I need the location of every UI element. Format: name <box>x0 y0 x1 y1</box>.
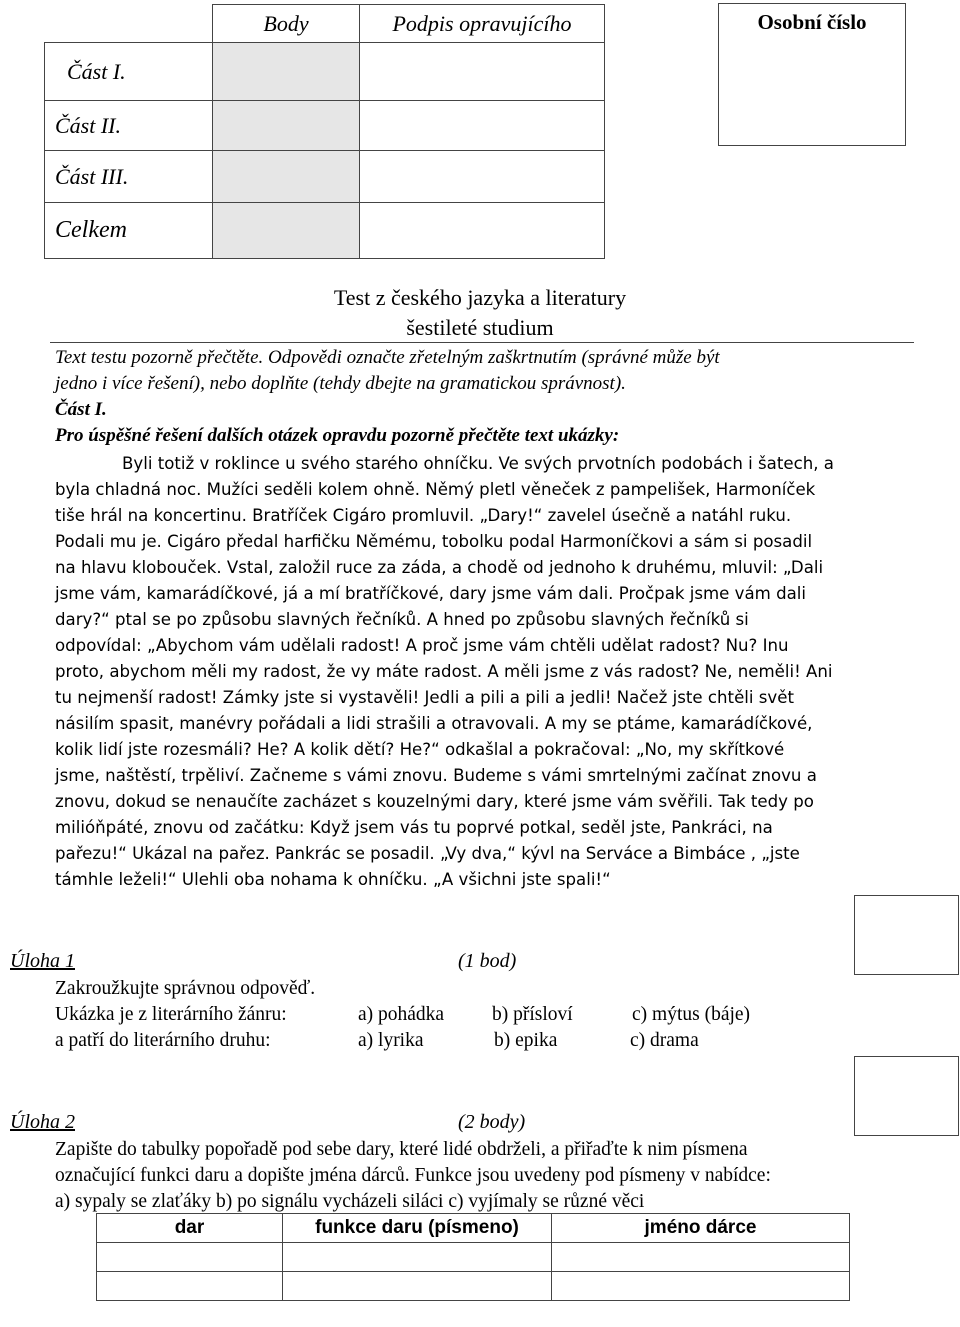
page-subtitle: šestileté studium <box>406 315 554 340</box>
score-row-label: Část I. <box>45 43 213 101</box>
gifts-cell[interactable] <box>283 1272 552 1301</box>
task1-q2-option-a[interactable]: a) lyrika <box>358 1030 424 1051</box>
page-title: Test z českého jazyka a literatury <box>333 285 627 310</box>
extract-line: jsme vám, kamarádíčkové, já a mí bratříčkové, dary jsme vám dali. Pročpak jsme vám dali <box>55 584 807 603</box>
extract-line: tiše hrál na koncertinu. Bratříček Cigáro promluvil. „Dary!“ zavelel úsečně a natáhl ruku. <box>55 506 792 525</box>
gifts-cell[interactable] <box>283 1243 552 1272</box>
extract-line: pařezu!“ Ukázal na pařez. Pankrác se posadil. „Vy dva,“ kývl na Serváce a Bimbáce , „jste <box>55 844 800 863</box>
score-table <box>44 4 605 259</box>
score-cell-signature[interactable] <box>360 43 605 101</box>
task2-text-line: a) sypaly se zlaťáky b) po signálu vycházeli siláci c) vyjímaly se různé věci <box>55 1191 645 1212</box>
extract-line: na hlavu klobouček. Vstal, založil ruce za záda, a chodě od jednoho k druhému, mluvil: „Dali <box>55 558 824 577</box>
gifts-col-gift: dar <box>97 1214 283 1243</box>
score-row-label: Část III. <box>45 151 213 203</box>
gifts-cell[interactable] <box>97 1243 283 1272</box>
task1-q1-option-a[interactable]: a) pohádka <box>358 1004 445 1025</box>
extract-prompt: Pro úspěšné řešení dalších otázek opravdu pozorně přečtěte text ukázky: <box>55 425 620 446</box>
task2-title: Úloha 2 <box>10 1111 75 1133</box>
task1-title: Úloha 1 <box>10 950 75 972</box>
instruction-line: Text testu pozorně přečtěte. Odpovědi označte zřetelným zaškrtnutím (správné může být <box>55 347 720 368</box>
task1-q2-label: a patří do literárního druhu: <box>55 1030 271 1051</box>
gifts-cell[interactable] <box>552 1272 850 1301</box>
gifts-cell[interactable] <box>552 1243 850 1272</box>
extract-line: milióňpáté, znovu od začátku: Když jsem vás tu poprvé potkal, seděl jste, Pankráci, na <box>55 818 773 837</box>
extract-line: jsme, naštěstí, trpěliví. Začneme s vámi znovu. Budeme s vámi smrtelnými začínat znovu a <box>55 766 817 785</box>
gifts-table <box>96 1213 850 1301</box>
extract-line: znovu, dokud se nenaučíte zacházet s kouzelnými dary, které jsme vám svěřili. Tak tedy po <box>55 792 814 811</box>
extract-line: proto, abychom měli my radost, že vy máte radost. A měli jsme z vás radost? Ne, neměli! Ani <box>55 662 833 681</box>
score-cell-body[interactable] <box>213 151 360 203</box>
score-cell-body[interactable] <box>213 101 360 151</box>
extract-line: odpovídal: „Abychom vám udělali radost! A proč jsme vám chtěli udělat radost? Nu? Inu <box>55 636 789 655</box>
gifts-col-function: funkce daru (písmeno) <box>283 1214 552 1243</box>
task1-points: (1 bod) <box>458 950 517 972</box>
task1-q1-option-c[interactable]: c) mýtus (báje) <box>632 1004 751 1025</box>
extract-line: tu nejmenší radost! Zámky jste si vystavěli! Jedli a pili a pili a jedli! Načež jste chtěli svět <box>55 688 794 707</box>
score-cell-signature[interactable] <box>360 151 605 203</box>
gifts-col-donor: jméno dárce <box>552 1214 850 1243</box>
divider <box>50 342 914 343</box>
task2-text-line: označující funkci daru a dopište jména dárců. Funkce jsou uvedeny pod písmeny v nabídce: <box>55 1165 771 1186</box>
task2-score-box[interactable] <box>854 1056 959 1136</box>
score-col-signature: Podpis opravujícího <box>360 5 605 43</box>
extract-line: kolik lidí jste rozesmáli? He? A kolik dětí? He?“ odkašlal a pokračoval: „No, my skřítkové <box>55 740 785 759</box>
task1-q2-option-c[interactable]: c) drama <box>630 1030 699 1051</box>
task2-points: (2 body) <box>458 1111 526 1133</box>
personal-number-label: Osobní číslo <box>757 10 867 34</box>
task1-q1-option-b[interactable]: b) přísloví <box>492 1004 573 1025</box>
score-row-label: Celkem <box>45 203 213 259</box>
personal-number-box[interactable] <box>718 3 906 146</box>
extract-line: Byli totiž v roklince u svého starého ohníčku. Ve svých prvotních podobách i šatech, a <box>122 454 834 473</box>
gifts-cell[interactable] <box>97 1272 283 1301</box>
extract-line: dary?“ ptal se po způsobu slavných řečníků. A hned po způsobu slavných řečníků si <box>55 610 749 629</box>
task1-instruction: Zakroužkujte správnou odpověď. <box>55 978 316 999</box>
instruction-line: jedno i více řešení), nebo doplňte (tehdy dbejte na gramatickou správnost). <box>55 373 626 394</box>
score-cell-body[interactable] <box>213 43 360 101</box>
task1-q1-label: Ukázka je z literárního žánru: <box>55 1004 287 1025</box>
extract-line: násilím spasit, manévry pořádali a lidi strašili a otravovali. A my se ptáme, kamarádíčkové, <box>55 714 813 733</box>
score-cell-body[interactable] <box>213 203 360 259</box>
task1-score-box[interactable] <box>854 895 959 975</box>
score-row-label: Část II. <box>45 101 213 151</box>
extract-line: támhle leželi!“ Ulehli oba nohama k ohníčku. „A všichni jste spali!“ <box>55 870 611 889</box>
extract-line: byla chladná noc. Mužíci seděli kolem ohně. Němý pletl věneček z pampelišek, Harmoníček <box>55 480 816 499</box>
extract-line: Podali mu je. Cigáro předal harfičku Němému, tobolku podal Harmoníčkovi a sám si posadil <box>55 532 813 551</box>
score-cell-signature[interactable] <box>360 101 605 151</box>
score-table-corner <box>45 5 213 43</box>
score-cell-signature[interactable] <box>360 203 605 259</box>
task1-q2-option-b[interactable]: b) epika <box>494 1030 558 1051</box>
score-col-body: Body <box>213 5 360 43</box>
part-heading: Část I. <box>55 399 107 420</box>
task2-text-line: Zapište do tabulky popořadě pod sebe dary, které lidé obdrželi, a přiřaďte k nim písmena <box>55 1139 748 1160</box>
